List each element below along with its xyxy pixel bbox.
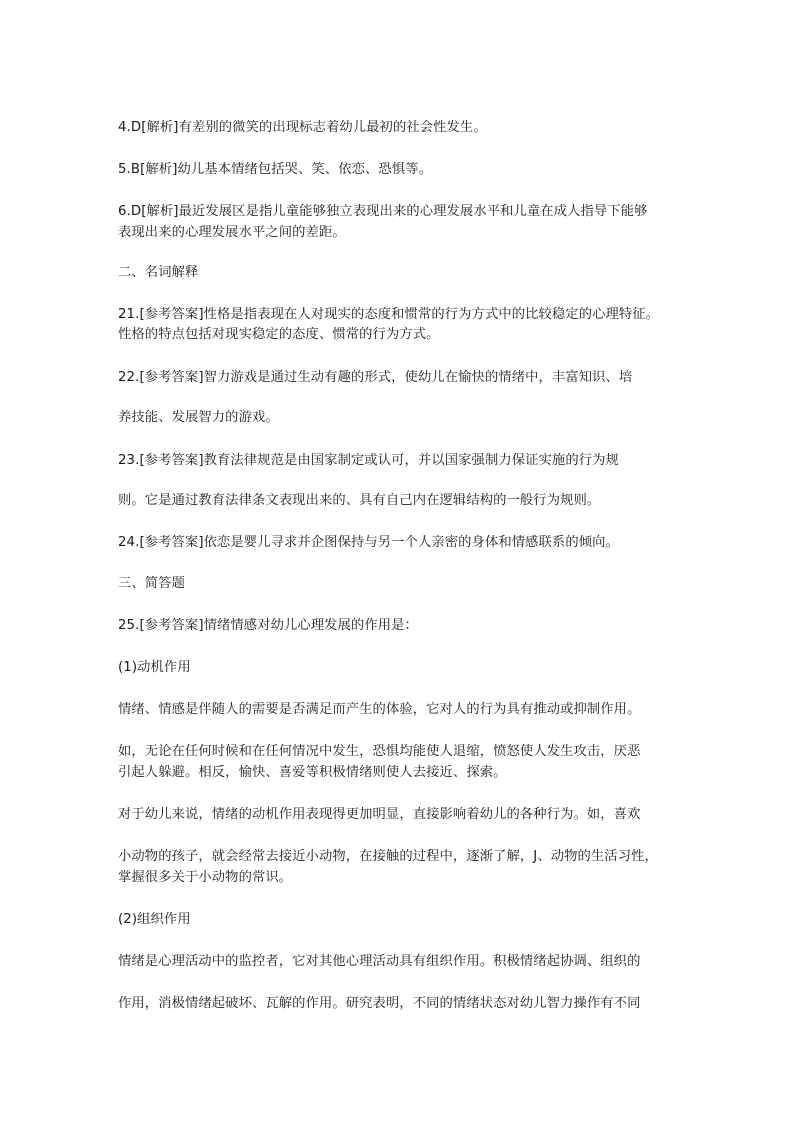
answer-q22-line2: 养技能、发展智力的游戏。 <box>118 410 279 425</box>
section-heading-terms: 二、名词解释 <box>118 265 199 280</box>
answer-q4: 4.D[解析]有差别的微笑的出现标志着幼儿最初的社会性发生。 <box>118 120 487 135</box>
paragraph-2-line1: 如，无论在任何时候和在任何情况中发生，恐惧均能使人退缩，愤怒使人发生攻击，厌恶 <box>118 744 641 759</box>
paragraph-3-line3: 掌握很多关于小动物的常识。 <box>118 870 293 885</box>
answer-q25-intro: 25.[参考答案]情绪情感对幼儿心理发展的作用是： <box>118 618 418 633</box>
paragraph-1: 情绪、情感是伴随人的需要是否满足而产生的体验，它对人的行为具有推动或抑制作用。 <box>118 702 641 717</box>
answer-q23-line2: 则。它是通过教育法律条文表现出来的、具有自己内在逻辑结构的一般行为规则。 <box>118 493 601 508</box>
answer-q24: 24.[参考答案]依恋是婴儿寻求并企图保持与另一个人亲密的身体和情感联系的倾向。 <box>118 535 619 550</box>
answer-q22-line1: 22.[参考答案]智力游戏是通过生动有趣的形式，使幼儿在愉快的情绪中，丰富知识、培 <box>118 370 633 385</box>
answer-q21-line2: 性格的特点包括对现实稳定的态度、惯常的行为方式。 <box>118 327 440 342</box>
answer-q5: 5.B[解析]幼儿基本情绪包括哭、笑、依恋、恐惧等。 <box>118 162 433 177</box>
paragraph-3-line1: 对于幼儿来说，情绪的动机作用表现得更加明显，直接影响着幼儿的各种行为。如，喜欢 <box>118 807 641 822</box>
answer-q6-line1: 6.D[解析]最近发展区是指儿童能够独立表现出来的心理发展水平和儿童在成人指导下能够 <box>118 204 648 219</box>
answer-q23-line1: 23.[参考答案]教育法律规范是由国家制定或认可，并以国家强制力保证实施的行为规 <box>118 453 619 468</box>
answer-q21-line1: 21.[参考答案]性格是指表现在人对现实的态度和惯常的行为方式中的比较稳定的心理特征。 <box>118 307 660 322</box>
subheading-motivation: (1)动机作用 <box>118 660 191 675</box>
subheading-organization: (2)组织作用 <box>118 912 191 927</box>
paragraph-4-line1: 情绪是心理活动中的监控者，它对其他心理活动具有组织作用。积极情绪起协调、组织的 <box>118 954 641 969</box>
section-heading-short-answer: 三、简答题 <box>118 576 185 591</box>
paragraph-2-line2: 引起人躲避。相反，愉快、喜爱等积极情绪则使人去接近、探索。 <box>118 765 507 780</box>
answer-q6-line2: 表现出来的心理发展水平之间的差距。 <box>118 225 346 240</box>
paragraph-4-line2: 作用，消极情绪起破坏、瓦解的作用。研究表明，不同的情绪状态对幼儿智力操作有不同 <box>118 996 641 1011</box>
paragraph-3-line2: 小动物的孩子，就会经常去接近小动物，在接触的过程中，逐渐了解，J、动物的生活习性， <box>118 849 658 864</box>
